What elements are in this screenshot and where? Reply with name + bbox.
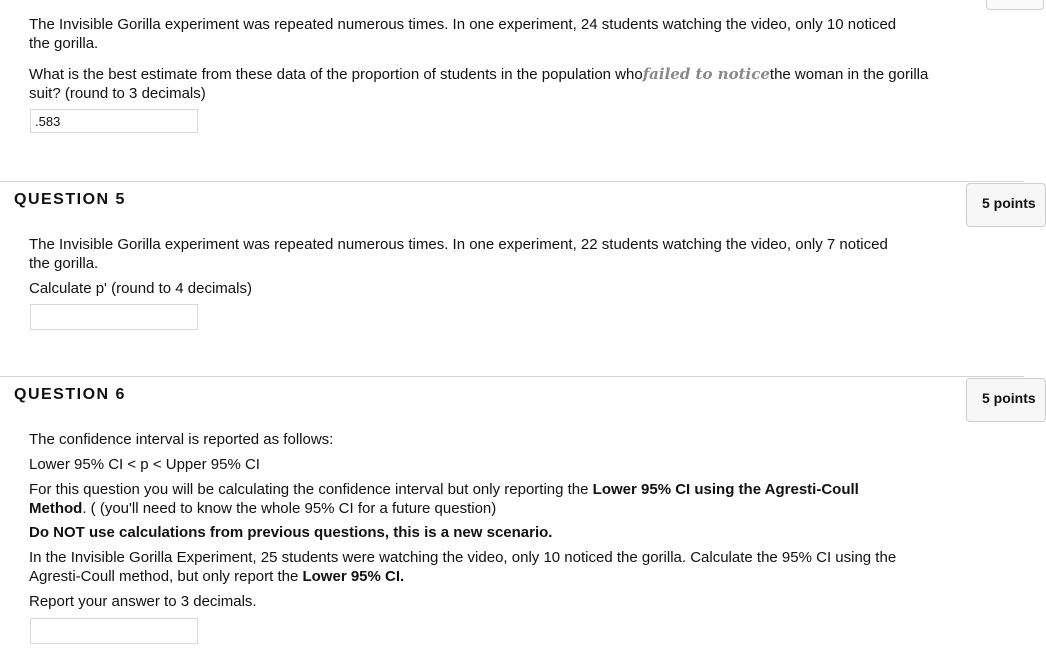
q6-line-1: The confidence interval is reported as follows: xyxy=(29,431,334,448)
q6-line-3-pre: For this question you will be calculating the confidence interval but only reporting the xyxy=(29,481,593,498)
q4-stem: The Invisible Gorilla experiment was repeated numerous times. In one experiment, 24 students watching the video, only 10 noticed the gorilla. xyxy=(29,16,897,52)
q5-heading: QUESTION 5 xyxy=(14,191,126,208)
q6-points: 5 points xyxy=(966,378,1046,422)
q5-divider xyxy=(0,181,1024,182)
q6-divider xyxy=(0,376,1024,377)
q6-line-4-bold: Do NOT use calculations from previous questions, this is a new scenario. xyxy=(29,524,553,541)
q5-answer-input[interactable] xyxy=(30,304,198,330)
q6-line-5-pre: In the Invisible Gorilla Experiment, 25 students were watching the video, only 10 noticed the gorilla. Calculate the 95% CI using the Agresti-Coull method, but only report the xyxy=(29,549,897,585)
q6-line-3-bold: Lower 95% CI using the Agresti-Coull Method xyxy=(29,481,859,517)
q5-points: 5 points xyxy=(966,183,1046,227)
q5-prompt: Calculate p' (round to 4 decimals) xyxy=(29,280,252,297)
q6-line-4 xyxy=(29,523,909,542)
q6-line-3 xyxy=(29,480,909,518)
q4-answer-input[interactable] xyxy=(30,109,198,133)
q6-heading: QUESTION 6 xyxy=(14,386,126,403)
q4-question-post: the woman in the gorilla suit? (round to 3 decimals) xyxy=(29,66,929,102)
q4-question xyxy=(29,65,939,103)
q6-line-5-bold: Lower 95% CI. xyxy=(302,568,405,585)
q6-answer-input[interactable] xyxy=(30,618,198,644)
previous-points-box xyxy=(986,0,1044,10)
q6-line-6: Report your answer to 3 decimals. xyxy=(29,593,257,610)
q4-question-pre: What is the best estimate from these data of the proportion of students in the population who xyxy=(29,66,643,83)
q5-stem: The Invisible Gorilla experiment was repeated numerous times. In one experiment, 22 students watching the video, only 7 noticed the gorilla. xyxy=(29,236,888,272)
q4-question-emphasis: failed to notice xyxy=(642,65,770,83)
q6-line-3-post: . ( (you'll need to know the whole 95% CI for a future question) xyxy=(82,500,497,517)
q6-line-2: Lower 95% CI < p < Upper 95% CI xyxy=(29,456,260,473)
q6-line-5 xyxy=(29,548,914,586)
